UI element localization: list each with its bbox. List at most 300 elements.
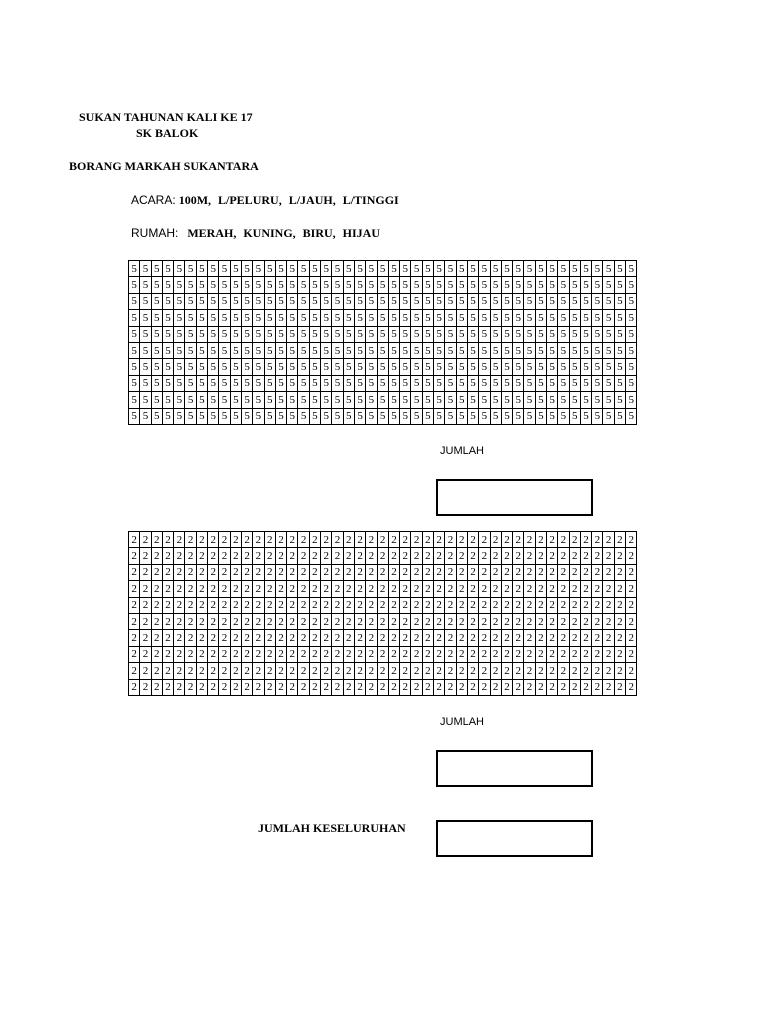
- tally-cell[interactable]: 5: [377, 408, 388, 424]
- tally-cell[interactable]: 5: [535, 310, 546, 326]
- tally-cell[interactable]: 2: [524, 630, 535, 646]
- tally-cell[interactable]: 5: [411, 375, 422, 391]
- tally-cell[interactable]: 5: [241, 293, 252, 309]
- tally-cell[interactable]: 5: [140, 359, 151, 375]
- tally-cell[interactable]: 2: [366, 532, 377, 548]
- tally-cell[interactable]: 5: [343, 375, 354, 391]
- tally-cell[interactable]: 5: [479, 408, 490, 424]
- tally-cell[interactable]: 2: [411, 679, 422, 695]
- tally-cell[interactable]: 2: [264, 597, 275, 613]
- tally-cell[interactable]: 2: [513, 613, 524, 629]
- tally-cell[interactable]: 5: [321, 408, 332, 424]
- tally-cell[interactable]: 5: [558, 342, 569, 358]
- tally-cell[interactable]: 5: [546, 408, 557, 424]
- tally-cell[interactable]: 5: [208, 408, 219, 424]
- tally-cell[interactable]: 5: [253, 375, 264, 391]
- tally-cell[interactable]: 2: [411, 581, 422, 597]
- tally-cell[interactable]: 2: [140, 532, 151, 548]
- tally-cell[interactable]: 2: [219, 597, 230, 613]
- tally-cell[interactable]: 2: [569, 532, 580, 548]
- tally-cell[interactable]: 2: [524, 663, 535, 679]
- tally-cell[interactable]: 5: [298, 277, 309, 293]
- tally-cell[interactable]: 5: [580, 392, 591, 408]
- tally-cell[interactable]: 5: [253, 359, 264, 375]
- tally-cell[interactable]: 2: [253, 646, 264, 662]
- tally-cell[interactable]: 2: [626, 613, 637, 629]
- tally-cell[interactable]: 2: [592, 581, 603, 597]
- tally-cell[interactable]: 2: [354, 646, 365, 662]
- tally-cell[interactable]: 2: [241, 564, 252, 580]
- tally-cell[interactable]: 5: [196, 392, 207, 408]
- tally-cell[interactable]: 5: [467, 392, 478, 408]
- tally-cell[interactable]: 2: [185, 564, 196, 580]
- tally-cell[interactable]: 5: [366, 261, 377, 277]
- tally-cell[interactable]: 5: [558, 392, 569, 408]
- tally-cell[interactable]: 5: [264, 375, 275, 391]
- tally-cell[interactable]: 2: [354, 597, 365, 613]
- tally-cell[interactable]: 5: [467, 326, 478, 342]
- tally-cell[interactable]: 2: [264, 532, 275, 548]
- tally-cell[interactable]: 2: [208, 564, 219, 580]
- tally-cell[interactable]: 5: [298, 326, 309, 342]
- tally-cell[interactable]: 2: [501, 679, 512, 695]
- tally-cell[interactable]: 2: [422, 663, 433, 679]
- tally-cell[interactable]: 2: [434, 597, 445, 613]
- tally-cell[interactable]: 2: [434, 630, 445, 646]
- tally-cell[interactable]: 5: [140, 277, 151, 293]
- tally-cell[interactable]: 2: [321, 630, 332, 646]
- tally-cell[interactable]: 2: [230, 630, 241, 646]
- tally-cell[interactable]: 2: [479, 597, 490, 613]
- tally-cell[interactable]: 2: [264, 663, 275, 679]
- tally-cell[interactable]: 5: [309, 277, 320, 293]
- tally-cell[interactable]: 2: [309, 630, 320, 646]
- tally-cell[interactable]: 2: [332, 581, 343, 597]
- tally-cell[interactable]: 5: [253, 293, 264, 309]
- tally-cell[interactable]: 2: [411, 646, 422, 662]
- tally-cell[interactable]: 5: [174, 408, 185, 424]
- tally-cell[interactable]: 2: [479, 663, 490, 679]
- tally-cell[interactable]: 2: [185, 663, 196, 679]
- tally-cell[interactable]: 5: [332, 261, 343, 277]
- tally-cell[interactable]: 5: [490, 342, 501, 358]
- tally-cell[interactable]: 5: [366, 342, 377, 358]
- tally-cell[interactable]: 5: [140, 326, 151, 342]
- tally-cell[interactable]: 5: [321, 310, 332, 326]
- tally-cell[interactable]: 2: [196, 663, 207, 679]
- tally-cell[interactable]: 2: [309, 679, 320, 695]
- tally-cell[interactable]: 2: [490, 663, 501, 679]
- tally-cell[interactable]: 5: [513, 359, 524, 375]
- tally-cell[interactable]: 5: [456, 261, 467, 277]
- tally-cell[interactable]: 2: [151, 564, 162, 580]
- tally-cell[interactable]: 5: [580, 277, 591, 293]
- tally-cell[interactable]: 5: [411, 293, 422, 309]
- tally-cell[interactable]: 2: [219, 646, 230, 662]
- tally-cell[interactable]: 2: [366, 613, 377, 629]
- tally-cell[interactable]: 2: [580, 613, 591, 629]
- tally-cell[interactable]: 5: [129, 392, 140, 408]
- tally-cell[interactable]: 2: [592, 564, 603, 580]
- tally-cell[interactable]: 5: [253, 342, 264, 358]
- tally-cell[interactable]: 5: [366, 310, 377, 326]
- tally-cell[interactable]: 2: [298, 630, 309, 646]
- tally-cell[interactable]: 2: [354, 532, 365, 548]
- tally-cell[interactable]: 2: [388, 548, 399, 564]
- tally-cell[interactable]: 5: [208, 261, 219, 277]
- tally-cell[interactable]: 5: [445, 261, 456, 277]
- tally-cell[interactable]: 2: [230, 597, 241, 613]
- tally-cell[interactable]: 2: [490, 597, 501, 613]
- tally-cell[interactable]: 5: [354, 261, 365, 277]
- tally-cell[interactable]: 2: [614, 564, 625, 580]
- tally-cell[interactable]: 5: [524, 392, 535, 408]
- tally-cell[interactable]: 2: [366, 646, 377, 662]
- tally-cell[interactable]: 2: [580, 597, 591, 613]
- tally-cell[interactable]: 5: [535, 408, 546, 424]
- tally-cell[interactable]: 2: [580, 548, 591, 564]
- tally-cell[interactable]: 2: [569, 663, 580, 679]
- tally-cell[interactable]: 5: [614, 392, 625, 408]
- tally-cell[interactable]: 5: [535, 293, 546, 309]
- tally-cell[interactable]: 5: [332, 293, 343, 309]
- tally-cell[interactable]: 5: [151, 293, 162, 309]
- tally-cell[interactable]: 5: [400, 375, 411, 391]
- tally-cell[interactable]: 5: [174, 392, 185, 408]
- tally-cell[interactable]: 5: [208, 293, 219, 309]
- tally-cell[interactable]: 2: [196, 646, 207, 662]
- tally-cell[interactable]: 2: [445, 581, 456, 597]
- tally-cell[interactable]: 5: [614, 277, 625, 293]
- tally-cell[interactable]: 5: [513, 326, 524, 342]
- tally-cell[interactable]: 2: [275, 663, 286, 679]
- tally-cell[interactable]: 5: [174, 310, 185, 326]
- tally-cell[interactable]: 2: [434, 581, 445, 597]
- tally-cell[interactable]: 2: [174, 679, 185, 695]
- tally-cell[interactable]: 5: [490, 359, 501, 375]
- tally-cell[interactable]: 2: [129, 581, 140, 597]
- tally-cell[interactable]: 2: [196, 613, 207, 629]
- tally-cell[interactable]: 5: [535, 261, 546, 277]
- tally-cell[interactable]: 2: [546, 581, 557, 597]
- tally-cell[interactable]: 2: [287, 564, 298, 580]
- tally-cell[interactable]: 5: [400, 261, 411, 277]
- tally-cell[interactable]: 2: [174, 630, 185, 646]
- tally-cell[interactable]: 5: [377, 310, 388, 326]
- tally-cell[interactable]: 5: [343, 293, 354, 309]
- tally-cell[interactable]: 5: [140, 261, 151, 277]
- tally-cell[interactable]: 5: [162, 261, 173, 277]
- tally-cell[interactable]: 2: [241, 581, 252, 597]
- tally-cell[interactable]: 2: [626, 663, 637, 679]
- tally-cell[interactable]: 5: [592, 342, 603, 358]
- tally-cell[interactable]: 5: [580, 342, 591, 358]
- tally-cell[interactable]: 2: [400, 663, 411, 679]
- tally-cell[interactable]: 5: [434, 293, 445, 309]
- tally-cell[interactable]: 2: [411, 548, 422, 564]
- tally-cell[interactable]: 5: [321, 375, 332, 391]
- tally-cell[interactable]: 5: [546, 261, 557, 277]
- tally-cell[interactable]: 2: [558, 597, 569, 613]
- tally-cell[interactable]: 2: [129, 564, 140, 580]
- tally-cell[interactable]: 5: [434, 375, 445, 391]
- tally-cell[interactable]: 2: [490, 564, 501, 580]
- tally-cell[interactable]: 2: [366, 679, 377, 695]
- tally-cell[interactable]: 5: [275, 326, 286, 342]
- tally-cell[interactable]: 2: [569, 613, 580, 629]
- tally-cell[interactable]: 5: [185, 293, 196, 309]
- tally-cell[interactable]: 2: [332, 564, 343, 580]
- tally-cell[interactable]: 2: [388, 597, 399, 613]
- tally-cell[interactable]: 2: [140, 548, 151, 564]
- tally-cell[interactable]: 5: [287, 375, 298, 391]
- tally-cell[interactable]: 2: [456, 581, 467, 597]
- tally-cell[interactable]: 5: [626, 277, 637, 293]
- tally-cell[interactable]: 5: [275, 359, 286, 375]
- tally-cell[interactable]: 5: [253, 277, 264, 293]
- tally-cell[interactable]: 2: [546, 679, 557, 695]
- tally-cell[interactable]: 2: [479, 630, 490, 646]
- tally-cell[interactable]: 5: [603, 326, 614, 342]
- tally-cell[interactable]: 5: [140, 375, 151, 391]
- tally-cell[interactable]: 5: [490, 310, 501, 326]
- tally-cell[interactable]: 5: [343, 261, 354, 277]
- tally-cell[interactable]: 2: [241, 613, 252, 629]
- tally-cell[interactable]: 5: [253, 326, 264, 342]
- tally-cell[interactable]: 2: [513, 630, 524, 646]
- tally-cell[interactable]: 2: [196, 679, 207, 695]
- tally-cell[interactable]: 2: [309, 646, 320, 662]
- tally-cell[interactable]: 5: [332, 408, 343, 424]
- tally-cell[interactable]: 5: [309, 392, 320, 408]
- tally-cell[interactable]: 5: [524, 277, 535, 293]
- tally-cell[interactable]: 5: [479, 326, 490, 342]
- tally-cell[interactable]: 2: [275, 613, 286, 629]
- tally-cell[interactable]: 5: [388, 392, 399, 408]
- tally-cell[interactable]: 2: [603, 597, 614, 613]
- tally-cell[interactable]: 2: [388, 663, 399, 679]
- tally-cell[interactable]: 5: [434, 261, 445, 277]
- tally-cell[interactable]: 2: [366, 663, 377, 679]
- tally-cell[interactable]: 2: [445, 663, 456, 679]
- tally-cell[interactable]: 5: [513, 342, 524, 358]
- tally-cell[interactable]: 5: [445, 392, 456, 408]
- tally-cell[interactable]: 5: [501, 375, 512, 391]
- tally-cell[interactable]: 2: [332, 663, 343, 679]
- tally-cell[interactable]: 2: [287, 532, 298, 548]
- tally-cell[interactable]: 2: [241, 630, 252, 646]
- tally-cell[interactable]: 5: [388, 261, 399, 277]
- tally-cell[interactable]: 5: [241, 392, 252, 408]
- tally-cell[interactable]: 5: [275, 277, 286, 293]
- tally-cell[interactable]: 2: [162, 646, 173, 662]
- tally-cell[interactable]: 5: [546, 326, 557, 342]
- tally-cell[interactable]: 2: [558, 646, 569, 662]
- tally-cell[interactable]: 5: [467, 310, 478, 326]
- tally-cell[interactable]: 5: [264, 293, 275, 309]
- tally-cell[interactable]: 5: [614, 342, 625, 358]
- tally-cell[interactable]: 5: [309, 261, 320, 277]
- tally-cell[interactable]: 5: [377, 342, 388, 358]
- tally-cell[interactable]: 2: [603, 532, 614, 548]
- tally-cell[interactable]: 5: [603, 359, 614, 375]
- tally-cell[interactable]: 2: [411, 613, 422, 629]
- tally-cell[interactable]: 2: [377, 581, 388, 597]
- tally-cell[interactable]: 2: [456, 646, 467, 662]
- tally-cell[interactable]: 5: [603, 408, 614, 424]
- tally-cell[interactable]: 5: [422, 359, 433, 375]
- tally-cell[interactable]: 5: [434, 326, 445, 342]
- tally-cell[interactable]: 5: [445, 359, 456, 375]
- tally-cell[interactable]: 5: [219, 359, 230, 375]
- tally-cell[interactable]: 2: [400, 581, 411, 597]
- tally-cell[interactable]: 2: [467, 679, 478, 695]
- tally-cell[interactable]: 2: [400, 532, 411, 548]
- tally-cell[interactable]: 5: [501, 277, 512, 293]
- tally-cell[interactable]: 2: [467, 613, 478, 629]
- tally-cell[interactable]: 5: [354, 326, 365, 342]
- tally-cell[interactable]: 5: [580, 326, 591, 342]
- tally-cell[interactable]: 2: [490, 646, 501, 662]
- tally-cell[interactable]: 2: [490, 613, 501, 629]
- tally-cell[interactable]: 2: [558, 548, 569, 564]
- tally-cell[interactable]: 2: [275, 581, 286, 597]
- tally-cell[interactable]: 2: [456, 597, 467, 613]
- tally-cell[interactable]: 2: [501, 597, 512, 613]
- tally-cell[interactable]: 2: [208, 613, 219, 629]
- tally-cell[interactable]: 2: [535, 613, 546, 629]
- tally-cell[interactable]: 5: [354, 392, 365, 408]
- tally-cell[interactable]: 2: [253, 564, 264, 580]
- tally-cell[interactable]: 2: [151, 532, 162, 548]
- tally-cell[interactable]: 2: [400, 564, 411, 580]
- tally-cell[interactable]: 5: [626, 359, 637, 375]
- tally-cell[interactable]: 5: [241, 359, 252, 375]
- tally-cell[interactable]: 2: [524, 564, 535, 580]
- tally-cell[interactable]: 5: [377, 392, 388, 408]
- tally-cell[interactable]: 5: [456, 359, 467, 375]
- tally-cell[interactable]: 5: [400, 342, 411, 358]
- tally-cell[interactable]: 2: [264, 679, 275, 695]
- tally-cell[interactable]: 5: [343, 359, 354, 375]
- tally-cell[interactable]: 2: [298, 663, 309, 679]
- tally-cell[interactable]: 5: [490, 293, 501, 309]
- tally-cell[interactable]: 2: [580, 581, 591, 597]
- tally-cell[interactable]: 2: [614, 613, 625, 629]
- tally-cell[interactable]: 5: [309, 408, 320, 424]
- tally-cell[interactable]: 5: [287, 261, 298, 277]
- tally-cell[interactable]: 2: [298, 613, 309, 629]
- tally-cell[interactable]: 5: [524, 408, 535, 424]
- tally-cell[interactable]: 2: [162, 548, 173, 564]
- tally-cell[interactable]: 5: [603, 277, 614, 293]
- tally-cell[interactable]: 2: [445, 646, 456, 662]
- tally-cell[interactable]: 2: [140, 663, 151, 679]
- tally-cell[interactable]: 2: [501, 581, 512, 597]
- tally-cell[interactable]: 5: [569, 277, 580, 293]
- tally-cell[interactable]: 5: [546, 375, 557, 391]
- tally-cell[interactable]: 5: [479, 359, 490, 375]
- tally-cell[interactable]: 2: [626, 630, 637, 646]
- tally-cell[interactable]: 5: [241, 375, 252, 391]
- tally-cell[interactable]: 5: [185, 326, 196, 342]
- tally-cell[interactable]: 2: [354, 581, 365, 597]
- tally-cell[interactable]: 5: [592, 277, 603, 293]
- tally-cell[interactable]: 5: [185, 310, 196, 326]
- tally-cell[interactable]: 5: [411, 359, 422, 375]
- tally-cell[interactable]: 2: [400, 679, 411, 695]
- tally-cell[interactable]: 5: [332, 359, 343, 375]
- tally-cell[interactable]: 2: [298, 679, 309, 695]
- tally-cell[interactable]: 2: [253, 597, 264, 613]
- tally-cell[interactable]: 5: [388, 310, 399, 326]
- tally-cell[interactable]: 5: [467, 342, 478, 358]
- tally-cell[interactable]: 5: [298, 293, 309, 309]
- tally-cell[interactable]: 2: [569, 548, 580, 564]
- tally-cell[interactable]: 5: [400, 293, 411, 309]
- tally-cell[interactable]: 2: [321, 646, 332, 662]
- tally-cell[interactable]: 2: [377, 630, 388, 646]
- tally-cell[interactable]: 5: [275, 375, 286, 391]
- tally-cell[interactable]: 5: [208, 310, 219, 326]
- tally-cell[interactable]: 2: [626, 548, 637, 564]
- tally-cell[interactable]: 5: [196, 293, 207, 309]
- tally-cell[interactable]: 2: [354, 548, 365, 564]
- tally-cell[interactable]: 2: [321, 532, 332, 548]
- tally-cell[interactable]: 2: [377, 679, 388, 695]
- tally-cell[interactable]: 2: [524, 532, 535, 548]
- tally-cell[interactable]: 5: [456, 293, 467, 309]
- tally-cell[interactable]: 2: [287, 581, 298, 597]
- tally-cell[interactable]: 5: [513, 408, 524, 424]
- tally-cell[interactable]: 5: [626, 326, 637, 342]
- tally-cell[interactable]: 2: [151, 548, 162, 564]
- tally-cell[interactable]: 2: [456, 630, 467, 646]
- tally-cell[interactable]: 5: [264, 392, 275, 408]
- tally-cell[interactable]: 2: [343, 646, 354, 662]
- tally-cell[interactable]: 5: [479, 261, 490, 277]
- tally-cell[interactable]: 2: [241, 597, 252, 613]
- tally-cell[interactable]: 2: [343, 581, 354, 597]
- tally-cell[interactable]: 5: [626, 310, 637, 326]
- tally-cell[interactable]: 2: [185, 679, 196, 695]
- tally-cell[interactable]: 2: [332, 613, 343, 629]
- tally-cell[interactable]: 5: [219, 326, 230, 342]
- tally-cell[interactable]: 5: [377, 326, 388, 342]
- tally-cell[interactable]: 2: [626, 581, 637, 597]
- tally-cell[interactable]: 2: [501, 564, 512, 580]
- tally-cell[interactable]: 2: [546, 613, 557, 629]
- tally-cell[interactable]: 2: [140, 581, 151, 597]
- tally-cell[interactable]: 2: [388, 532, 399, 548]
- tally-cell[interactable]: 5: [558, 359, 569, 375]
- tally-cell[interactable]: 5: [592, 392, 603, 408]
- tally-cell[interactable]: 2: [332, 646, 343, 662]
- tally-cell[interactable]: 2: [241, 548, 252, 564]
- tally-cell[interactable]: 2: [422, 646, 433, 662]
- tally-cell[interactable]: 2: [422, 613, 433, 629]
- tally-cell[interactable]: 5: [501, 261, 512, 277]
- tally-cell[interactable]: 2: [569, 646, 580, 662]
- tally-cell[interactable]: 2: [422, 564, 433, 580]
- tally-cell[interactable]: 2: [524, 581, 535, 597]
- tally-cell[interactable]: 5: [287, 326, 298, 342]
- tally-cell[interactable]: 5: [230, 261, 241, 277]
- tally-cell[interactable]: 5: [513, 375, 524, 391]
- tally-cell[interactable]: 5: [219, 310, 230, 326]
- tally-cell[interactable]: 2: [513, 597, 524, 613]
- tally-cell[interactable]: 5: [513, 392, 524, 408]
